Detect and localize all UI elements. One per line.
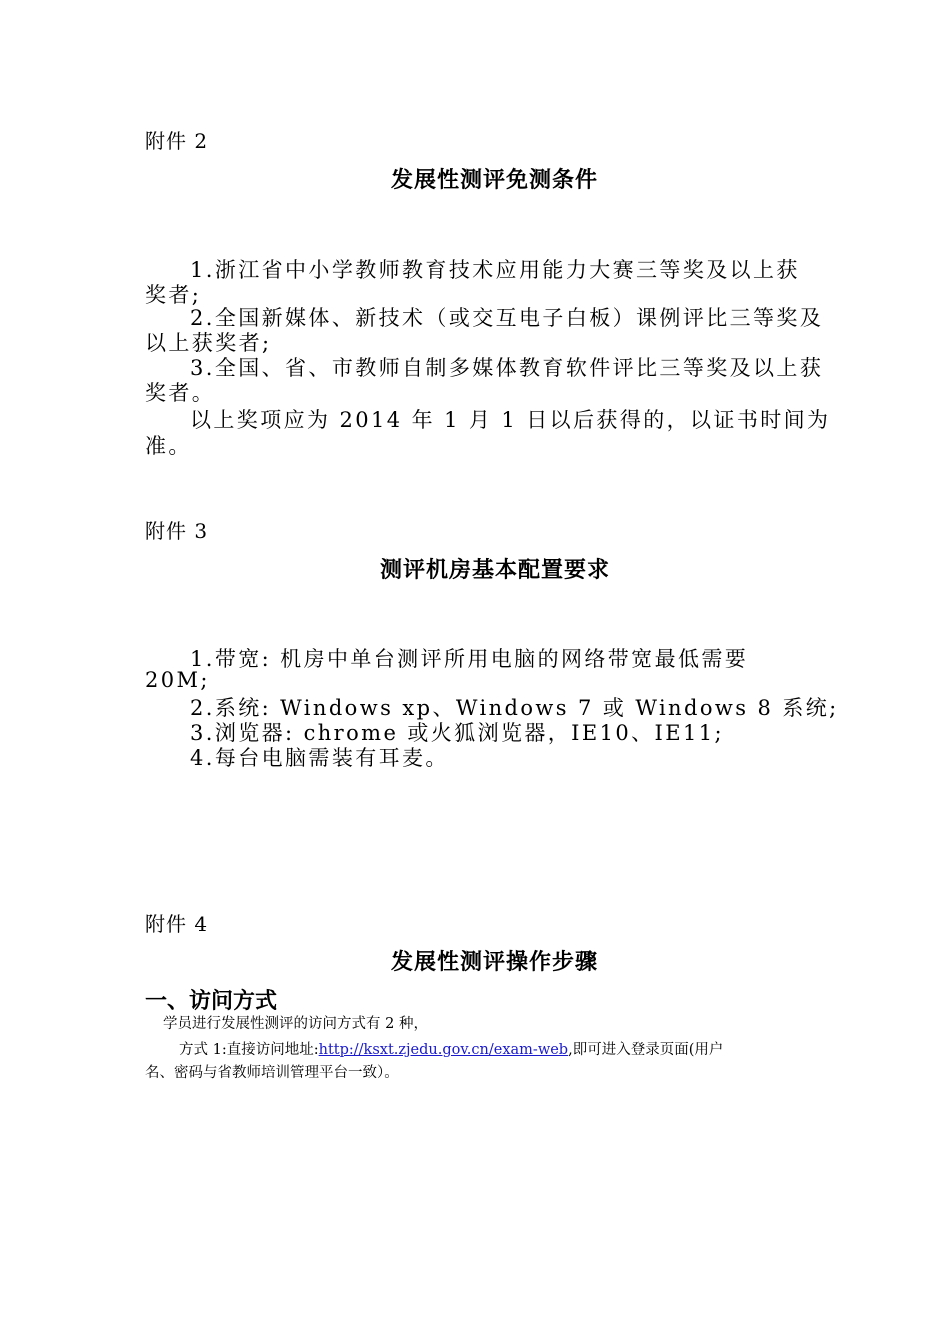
annex2-item1-line2: 奖者;: [145, 283, 202, 307]
annex2-note-line2: 准。: [145, 434, 192, 458]
access-intro: 学员进行发展性测评的访问方式有 2 种，: [163, 1016, 428, 1032]
annex2-item3-line2: 奖者。: [145, 381, 216, 405]
access-method1-line1: [179, 1038, 723, 1059]
access-method1-line2: 名、密码与省教师培训管理平台一致）。: [145, 1065, 399, 1081]
annex2-note-line1: 以上奖项应为 2014 年 1 月 1 日以后获得的，以证书时间为: [190, 408, 831, 432]
exam-web-link[interactable]: http://ksxt.zjedu.gov.cn/exam-web: [318, 1042, 569, 1058]
annex2-item2-line2: 以上获奖者;: [145, 331, 272, 355]
annex3-label: 附件 3: [145, 519, 209, 543]
annex3-item3: 3.浏览器: chrome 或火狐浏览器，IE10、IE11;: [190, 721, 724, 745]
annex2-item3-line1: 3.全国、省、市教师自制多媒体教育软件评比三等奖及以上获: [190, 356, 824, 380]
annex3-title: 测评机房基本配置要求: [380, 557, 611, 583]
annex3-item2: 2.系统: Windows xp、Windows 7 或 Windows 8 系统;: [190, 696, 839, 720]
annex3-item1-line1: 1.带宽: 机房中单台测评所用电脑的网络带宽最低需要: [190, 647, 749, 671]
access-method1-prefix: 方式 1:直接访问地址:: [179, 1042, 319, 1058]
annex4-title: 发展性测评操作步骤: [391, 949, 599, 975]
annex3-item1-line2: 20M;: [145, 668, 210, 692]
annex3-item4: 4.每台电脑需装有耳麦。: [190, 746, 449, 770]
annex4-label: 附件 4: [145, 912, 209, 936]
access-method1-suffix: ,即可进入登录页面(用户: [568, 1042, 724, 1058]
annex2-title: 发展性测评免测条件: [391, 167, 599, 193]
annex2-item2-line1: 2.全国新媒体、新技术（或交互电子白板）课例评比三等奖及: [190, 306, 824, 330]
section-heading-access: 一、访问方式: [145, 989, 278, 1014]
annex2-label: 附件 2: [145, 129, 209, 153]
annex2-item1-line1: 1.浙江省中小学教师教育技术应用能力大赛三等奖及以上获: [190, 258, 800, 282]
